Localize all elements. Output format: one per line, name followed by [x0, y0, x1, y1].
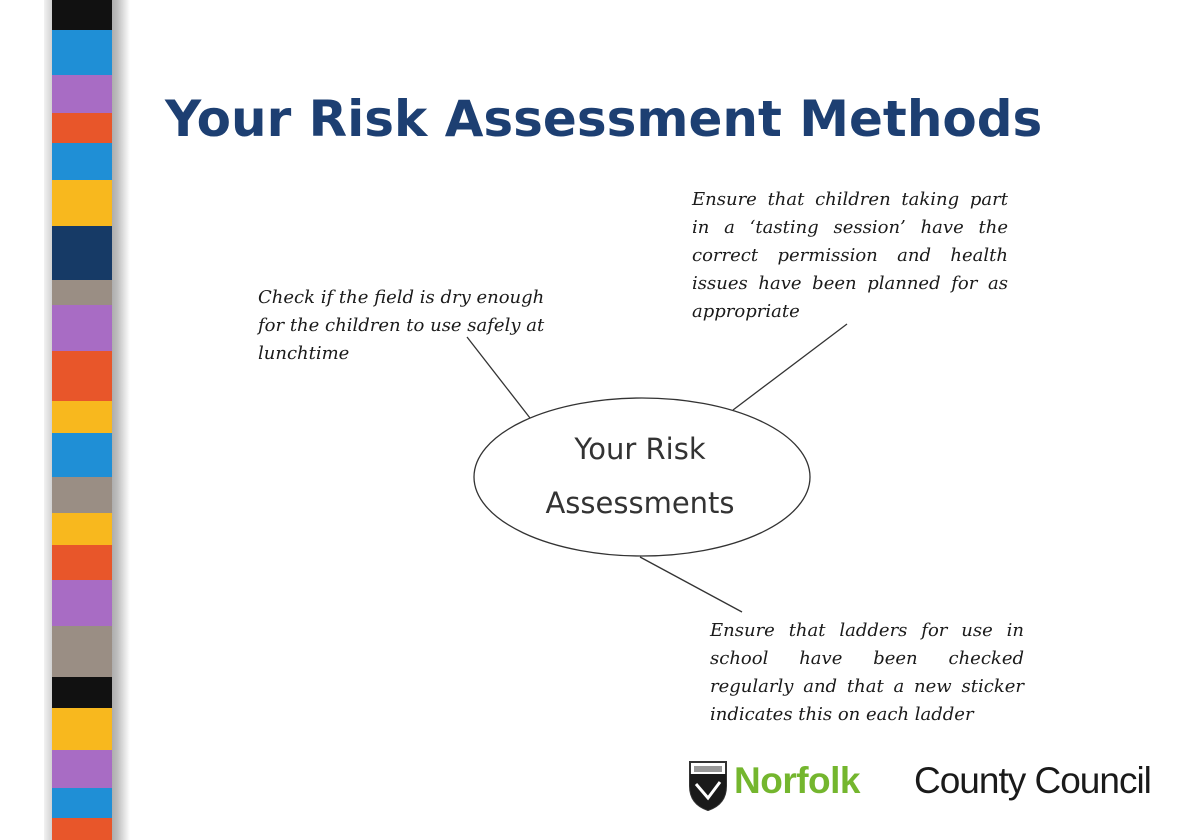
connector-line-bottom	[640, 557, 742, 612]
slide-title: Your Risk Assessment Methods	[165, 90, 1043, 148]
hub-label-line2: Assessments	[545, 486, 735, 520]
logo-suffix: County Council	[914, 760, 1151, 801]
norfolk-crest-icon	[688, 760, 728, 812]
logo-name: Norfolk	[734, 760, 860, 801]
connector-line-top	[733, 324, 847, 410]
note-ladders: Ensure that ladders for use in school have been checked regularly and that a new sticker indicates this on each ladder	[710, 620, 1024, 725]
norfolk-county-council-logo	[688, 758, 1168, 814]
hub-label-line1: Your Risk	[574, 432, 706, 466]
note-tasting-session: Ensure that children taking part in a ‘tasting session’ have the correct permission and health issues have been planned for as appropriate	[692, 189, 1008, 322]
hub-label	[500, 422, 780, 530]
note-field-check: Check if the field is dry enough for the children to use safely at lunchtime	[258, 287, 545, 364]
